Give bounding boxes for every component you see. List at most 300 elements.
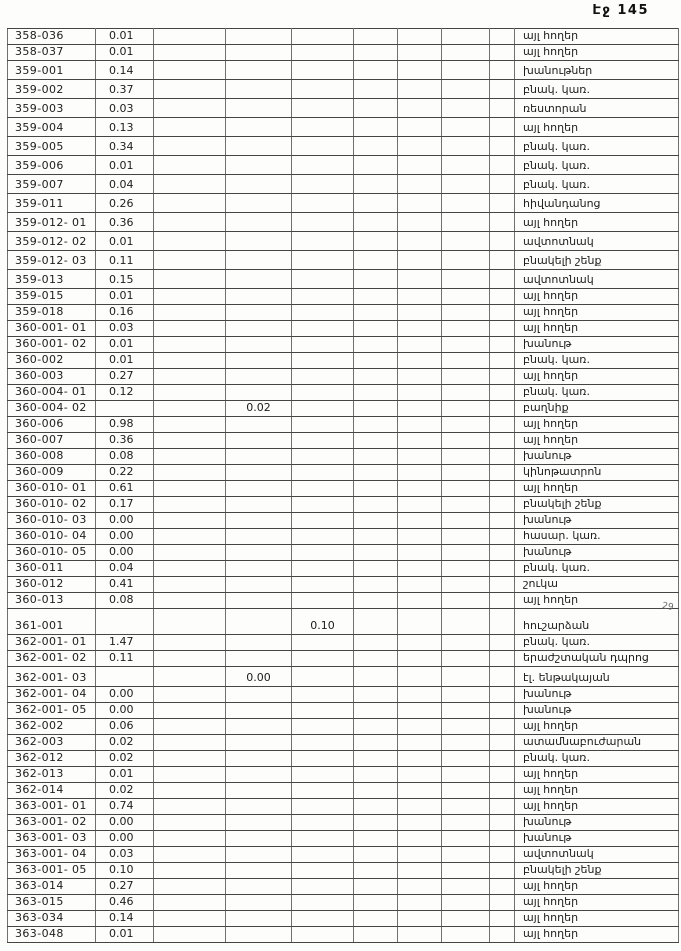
table-row xyxy=(8,465,679,481)
cell-empty xyxy=(490,465,515,481)
cell-value-col5 xyxy=(292,29,354,45)
cell-empty xyxy=(490,99,515,118)
cell-empty xyxy=(154,751,226,767)
table-row xyxy=(8,529,679,545)
cell-empty xyxy=(354,80,398,99)
cell-value-col5 xyxy=(292,232,354,251)
cell-land-use: էլ. ենթակայան xyxy=(515,667,679,687)
cell-empty xyxy=(154,831,226,847)
table-row xyxy=(8,29,679,45)
cell-empty xyxy=(442,783,490,799)
cell-value-col5 xyxy=(292,911,354,927)
cell-parcel-code: 359-005 xyxy=(8,137,96,156)
parcel-table-body xyxy=(8,29,679,943)
cell-value-col5 xyxy=(292,561,354,577)
cell-land-use: բնակ. կառ. xyxy=(515,156,679,175)
cell-empty xyxy=(490,561,515,577)
cell-value-col5 xyxy=(292,289,354,305)
cell-empty xyxy=(490,213,515,232)
table-row xyxy=(8,137,679,156)
cell-empty xyxy=(442,137,490,156)
cell-empty xyxy=(354,847,398,863)
cell-empty xyxy=(354,863,398,879)
cell-empty xyxy=(154,879,226,895)
cell-value-col5 xyxy=(292,321,354,337)
cell-value-col4 xyxy=(226,831,292,847)
cell-empty xyxy=(490,609,515,635)
cell-empty xyxy=(442,449,490,465)
cell-empty xyxy=(354,545,398,561)
cell-land-use: բնակ. կառ. xyxy=(515,751,679,767)
cell-empty xyxy=(154,175,226,194)
cell-empty xyxy=(354,321,398,337)
cell-parcel-code: 360-013 xyxy=(8,593,96,609)
table-row xyxy=(8,815,679,831)
cell-empty xyxy=(490,353,515,369)
cell-value-col2: 0.14 xyxy=(96,61,154,80)
cell-empty xyxy=(354,513,398,529)
cell-empty xyxy=(398,863,442,879)
cell-empty xyxy=(354,609,398,635)
cell-empty xyxy=(442,847,490,863)
cell-empty xyxy=(398,118,442,137)
cell-value-col5 xyxy=(292,251,354,270)
cell-parcel-code: 363-014 xyxy=(8,879,96,895)
cell-value-col4 xyxy=(226,545,292,561)
cell-empty xyxy=(398,911,442,927)
cell-value-col5 xyxy=(292,927,354,943)
cell-value-col4: 0.02 xyxy=(226,401,292,417)
cell-empty xyxy=(154,156,226,175)
cell-empty xyxy=(442,911,490,927)
cell-empty xyxy=(354,465,398,481)
cell-empty xyxy=(398,337,442,353)
cell-parcel-code: 362-012 xyxy=(8,751,96,767)
cell-parcel-code: 359-015 xyxy=(8,289,96,305)
cell-empty xyxy=(398,667,442,687)
cell-land-use: երաժշտական դպրոց xyxy=(515,651,679,667)
cell-empty xyxy=(442,719,490,735)
cell-empty xyxy=(154,465,226,481)
cell-land-use: ատամնաբուժարան xyxy=(515,735,679,751)
cell-empty xyxy=(354,529,398,545)
cell-value-col2: 0.08 xyxy=(96,449,154,465)
table-row xyxy=(8,895,679,911)
cell-value-col5 xyxy=(292,194,354,213)
cell-parcel-code: 362-003 xyxy=(8,735,96,751)
cell-empty xyxy=(154,251,226,270)
cell-empty xyxy=(354,895,398,911)
cell-value-col4 xyxy=(226,80,292,99)
cell-empty xyxy=(354,337,398,353)
table-row xyxy=(8,369,679,385)
cell-parcel-code: 359-006 xyxy=(8,156,96,175)
table-row xyxy=(8,609,679,635)
cell-value-col2: 0.36 xyxy=(96,433,154,449)
table-row xyxy=(8,879,679,895)
cell-land-use: բնակելի շենք xyxy=(515,497,679,513)
cell-empty xyxy=(398,513,442,529)
cell-empty xyxy=(490,194,515,213)
cell-value-col4 xyxy=(226,513,292,529)
cell-parcel-code: 360-011 xyxy=(8,561,96,577)
cell-empty xyxy=(354,305,398,321)
cell-empty xyxy=(490,577,515,593)
cell-value-col5 xyxy=(292,80,354,99)
cell-empty xyxy=(442,815,490,831)
cell-empty xyxy=(442,465,490,481)
cell-parcel-code: 360-006 xyxy=(8,417,96,433)
cell-empty xyxy=(442,735,490,751)
cell-value-col4 xyxy=(226,465,292,481)
cell-parcel-code: 359-018 xyxy=(8,305,96,321)
cell-value-col4 xyxy=(226,449,292,465)
cell-land-use: ռեստորան xyxy=(515,99,679,118)
table-row xyxy=(8,545,679,561)
table-row xyxy=(8,251,679,270)
table-row xyxy=(8,194,679,213)
table-row xyxy=(8,118,679,137)
cell-empty xyxy=(398,194,442,213)
cell-value-col5 xyxy=(292,831,354,847)
cell-empty xyxy=(490,703,515,719)
cell-value-col5 xyxy=(292,895,354,911)
cell-value-col2: 0.01 xyxy=(96,289,154,305)
cell-value-col2: 0.01 xyxy=(96,353,154,369)
table-row xyxy=(8,417,679,433)
cell-empty xyxy=(154,337,226,353)
table-row xyxy=(8,799,679,815)
cell-land-use: այլ հողեր xyxy=(515,911,679,927)
cell-value-col4 xyxy=(226,175,292,194)
cell-empty xyxy=(354,703,398,719)
cell-value-col5 xyxy=(292,703,354,719)
table-row xyxy=(8,497,679,513)
cell-empty xyxy=(154,815,226,831)
cell-value-col5 xyxy=(292,417,354,433)
cell-land-use: բնակ. կառ. xyxy=(515,175,679,194)
cell-empty xyxy=(154,635,226,651)
cell-empty xyxy=(442,417,490,433)
cell-empty xyxy=(154,895,226,911)
cell-empty xyxy=(442,497,490,513)
cell-land-use: այլ հողեր xyxy=(515,895,679,911)
cell-value-col5 xyxy=(292,863,354,879)
cell-value-col2: 0.11 xyxy=(96,651,154,667)
cell-value-col2: 0.98 xyxy=(96,417,154,433)
cell-empty xyxy=(154,61,226,80)
cell-parcel-code: 363-015 xyxy=(8,895,96,911)
cell-value-col4 xyxy=(226,369,292,385)
cell-value-col4 xyxy=(226,194,292,213)
cell-land-use: այլ հողեր xyxy=(515,369,679,385)
cell-empty xyxy=(154,577,226,593)
cell-empty xyxy=(398,369,442,385)
cell-parcel-code: 359-012- 03 xyxy=(8,251,96,270)
cell-value-col4 xyxy=(226,433,292,449)
cell-empty xyxy=(398,385,442,401)
cell-value-col2: 0.01 xyxy=(96,232,154,251)
cell-empty xyxy=(490,270,515,289)
cell-value-col5 xyxy=(292,433,354,449)
cell-value-col2: 0.06 xyxy=(96,719,154,735)
cell-empty xyxy=(354,561,398,577)
cell-empty xyxy=(354,735,398,751)
cell-empty xyxy=(154,213,226,232)
cell-empty xyxy=(154,433,226,449)
cell-land-use: այլ հողեր xyxy=(515,481,679,497)
cell-value-col2: 0.13 xyxy=(96,118,154,137)
cell-empty xyxy=(354,497,398,513)
cell-empty xyxy=(442,156,490,175)
table-row xyxy=(8,61,679,80)
cell-land-use: այլ հողեր xyxy=(515,879,679,895)
cell-value-col2: 0.01 xyxy=(96,156,154,175)
cell-value-col2: 0.74 xyxy=(96,799,154,815)
cell-value-col5 xyxy=(292,497,354,513)
cell-empty xyxy=(398,783,442,799)
cell-empty xyxy=(490,815,515,831)
cell-value-col4 xyxy=(226,577,292,593)
cell-value-col2: 0.00 xyxy=(96,703,154,719)
cell-empty xyxy=(442,369,490,385)
cell-value-col2: 0.27 xyxy=(96,879,154,895)
cell-empty xyxy=(490,545,515,561)
cell-value-col2: 0.08 xyxy=(96,593,154,609)
cell-land-use: խանութ xyxy=(515,815,679,831)
cell-parcel-code: 362-002 xyxy=(8,719,96,735)
cell-value-col4 xyxy=(226,529,292,545)
margin-annotation: 29 xyxy=(661,601,675,613)
cell-parcel-code: 360-010- 03 xyxy=(8,513,96,529)
cell-empty xyxy=(442,29,490,45)
cell-value-col4 xyxy=(226,99,292,118)
cell-empty xyxy=(490,251,515,270)
cell-empty xyxy=(354,593,398,609)
cell-parcel-code: 360-003 xyxy=(8,369,96,385)
cell-empty xyxy=(354,911,398,927)
table-row xyxy=(8,847,679,863)
cell-empty xyxy=(154,497,226,513)
cell-land-use: բնակելի շենք xyxy=(515,251,679,270)
cell-value-col2: 0.37 xyxy=(96,80,154,99)
cell-empty xyxy=(442,194,490,213)
cell-value-col2: 0.00 xyxy=(96,545,154,561)
cell-parcel-code: 361-001 xyxy=(8,609,96,635)
cell-value-col5 xyxy=(292,879,354,895)
cell-value-col4 xyxy=(226,783,292,799)
cell-value-col5 xyxy=(292,783,354,799)
cell-value-col5 xyxy=(292,137,354,156)
cell-empty xyxy=(442,80,490,99)
cell-value-col4 xyxy=(226,799,292,815)
cell-value-col2: 0.04 xyxy=(96,561,154,577)
cell-empty xyxy=(442,513,490,529)
cell-value-col2 xyxy=(96,667,154,687)
cell-value-col2: 0.16 xyxy=(96,305,154,321)
cell-parcel-code: 362-001- 03 xyxy=(8,667,96,687)
cell-land-use: խանութ xyxy=(515,337,679,353)
cell-empty xyxy=(398,609,442,635)
cell-value-col4 xyxy=(226,593,292,609)
cell-empty xyxy=(398,80,442,99)
cell-parcel-code: 363-001- 04 xyxy=(8,847,96,863)
cell-empty xyxy=(398,831,442,847)
cell-value-col4 xyxy=(226,561,292,577)
cell-empty xyxy=(398,156,442,175)
cell-parcel-code: 362-013 xyxy=(8,767,96,783)
cell-empty xyxy=(442,175,490,194)
cell-value-col5 xyxy=(292,270,354,289)
cell-empty xyxy=(398,61,442,80)
cell-empty xyxy=(398,927,442,943)
cell-parcel-code: 360-010- 02 xyxy=(8,497,96,513)
cell-empty xyxy=(154,703,226,719)
cell-empty xyxy=(490,735,515,751)
cell-value-col2: 0.01 xyxy=(96,337,154,353)
cell-empty xyxy=(398,847,442,863)
cell-land-use: խանութ xyxy=(515,703,679,719)
cell-empty xyxy=(398,767,442,783)
cell-parcel-code: 360-010- 05 xyxy=(8,545,96,561)
cell-value-col5 xyxy=(292,481,354,497)
cell-empty xyxy=(490,879,515,895)
cell-empty xyxy=(154,401,226,417)
cell-empty xyxy=(398,651,442,667)
cell-value-col4 xyxy=(226,385,292,401)
cell-empty xyxy=(154,783,226,799)
table-row xyxy=(8,561,679,577)
cell-value-col5 xyxy=(292,799,354,815)
cell-value-col4 xyxy=(226,927,292,943)
cell-empty xyxy=(490,667,515,687)
cell-value-col2: 0.10 xyxy=(96,863,154,879)
cell-empty xyxy=(154,99,226,118)
cell-empty xyxy=(354,831,398,847)
cell-empty xyxy=(490,831,515,847)
cell-parcel-code: 360-008 xyxy=(8,449,96,465)
table-row xyxy=(8,927,679,943)
cell-empty xyxy=(442,118,490,137)
cell-value-col2: 0.27 xyxy=(96,369,154,385)
cell-value-col2: 0.36 xyxy=(96,213,154,232)
table-row xyxy=(8,687,679,703)
cell-parcel-code: 363-001- 02 xyxy=(8,815,96,831)
cell-value-col4: 0.00 xyxy=(226,667,292,687)
cell-empty xyxy=(490,45,515,61)
cell-empty xyxy=(398,687,442,703)
cell-value-col5 xyxy=(292,465,354,481)
cell-value-col4 xyxy=(226,481,292,497)
cell-empty xyxy=(398,799,442,815)
cell-empty xyxy=(354,799,398,815)
cell-empty xyxy=(154,911,226,927)
cell-land-use: խանութ xyxy=(515,687,679,703)
cell-value-col2: 0.46 xyxy=(96,895,154,911)
cell-value-col4 xyxy=(226,767,292,783)
cell-empty xyxy=(490,156,515,175)
cell-empty xyxy=(490,799,515,815)
cell-land-use: այլ հողեր xyxy=(515,45,679,61)
cell-parcel-code: 363-048 xyxy=(8,927,96,943)
cell-value-col2: 0.03 xyxy=(96,99,154,118)
table-row xyxy=(8,156,679,175)
cell-empty xyxy=(154,305,226,321)
cell-land-use: այլ հողեր xyxy=(515,767,679,783)
cell-value-col5 xyxy=(292,667,354,687)
cell-land-use: այլ հողեր xyxy=(515,927,679,943)
cell-value-col2 xyxy=(96,609,154,635)
cell-empty xyxy=(490,385,515,401)
cell-empty xyxy=(490,417,515,433)
cell-parcel-code: 358-036 xyxy=(8,29,96,45)
table-row xyxy=(8,703,679,719)
cell-value-col4 xyxy=(226,497,292,513)
cell-empty xyxy=(354,719,398,735)
cell-land-use: բնակ. կառ. xyxy=(515,385,679,401)
table-row xyxy=(8,577,679,593)
table-row xyxy=(8,270,679,289)
cell-value-col2: 0.61 xyxy=(96,481,154,497)
cell-empty xyxy=(154,719,226,735)
cell-value-col4 xyxy=(226,735,292,751)
cell-land-use: այլ հողեր xyxy=(515,321,679,337)
cell-value-col4 xyxy=(226,651,292,667)
cell-empty xyxy=(354,45,398,61)
table-row xyxy=(8,232,679,251)
cell-empty xyxy=(442,751,490,767)
cell-empty xyxy=(490,137,515,156)
table-row xyxy=(8,401,679,417)
cell-empty xyxy=(154,232,226,251)
cell-empty xyxy=(398,289,442,305)
cell-value-col5 xyxy=(292,593,354,609)
cell-value-col4 xyxy=(226,751,292,767)
cell-empty xyxy=(354,61,398,80)
cell-land-use: հիվանդանոց xyxy=(515,194,679,213)
cell-empty xyxy=(490,401,515,417)
cell-value-col4 xyxy=(226,635,292,651)
cell-empty xyxy=(442,433,490,449)
cell-empty xyxy=(354,577,398,593)
cell-empty xyxy=(442,687,490,703)
cell-value-col5 xyxy=(292,687,354,703)
cell-value-col2: 0.03 xyxy=(96,847,154,863)
cell-empty xyxy=(398,719,442,735)
cell-empty xyxy=(490,61,515,80)
cell-empty xyxy=(354,29,398,45)
cell-empty xyxy=(354,417,398,433)
cell-empty xyxy=(442,45,490,61)
cell-empty xyxy=(442,289,490,305)
cell-value-col5 xyxy=(292,545,354,561)
cell-empty xyxy=(442,667,490,687)
cell-empty xyxy=(154,651,226,667)
cell-value-col4 xyxy=(226,305,292,321)
cell-empty xyxy=(398,401,442,417)
cell-empty xyxy=(354,879,398,895)
cell-value-col5: 0.10 xyxy=(292,609,354,635)
cell-empty xyxy=(398,815,442,831)
cell-empty xyxy=(354,99,398,118)
cell-empty xyxy=(490,895,515,911)
cell-empty xyxy=(154,513,226,529)
cell-empty xyxy=(354,175,398,194)
cell-empty xyxy=(490,593,515,609)
parcel-table xyxy=(7,28,679,943)
cell-empty xyxy=(354,433,398,449)
cell-empty xyxy=(442,99,490,118)
